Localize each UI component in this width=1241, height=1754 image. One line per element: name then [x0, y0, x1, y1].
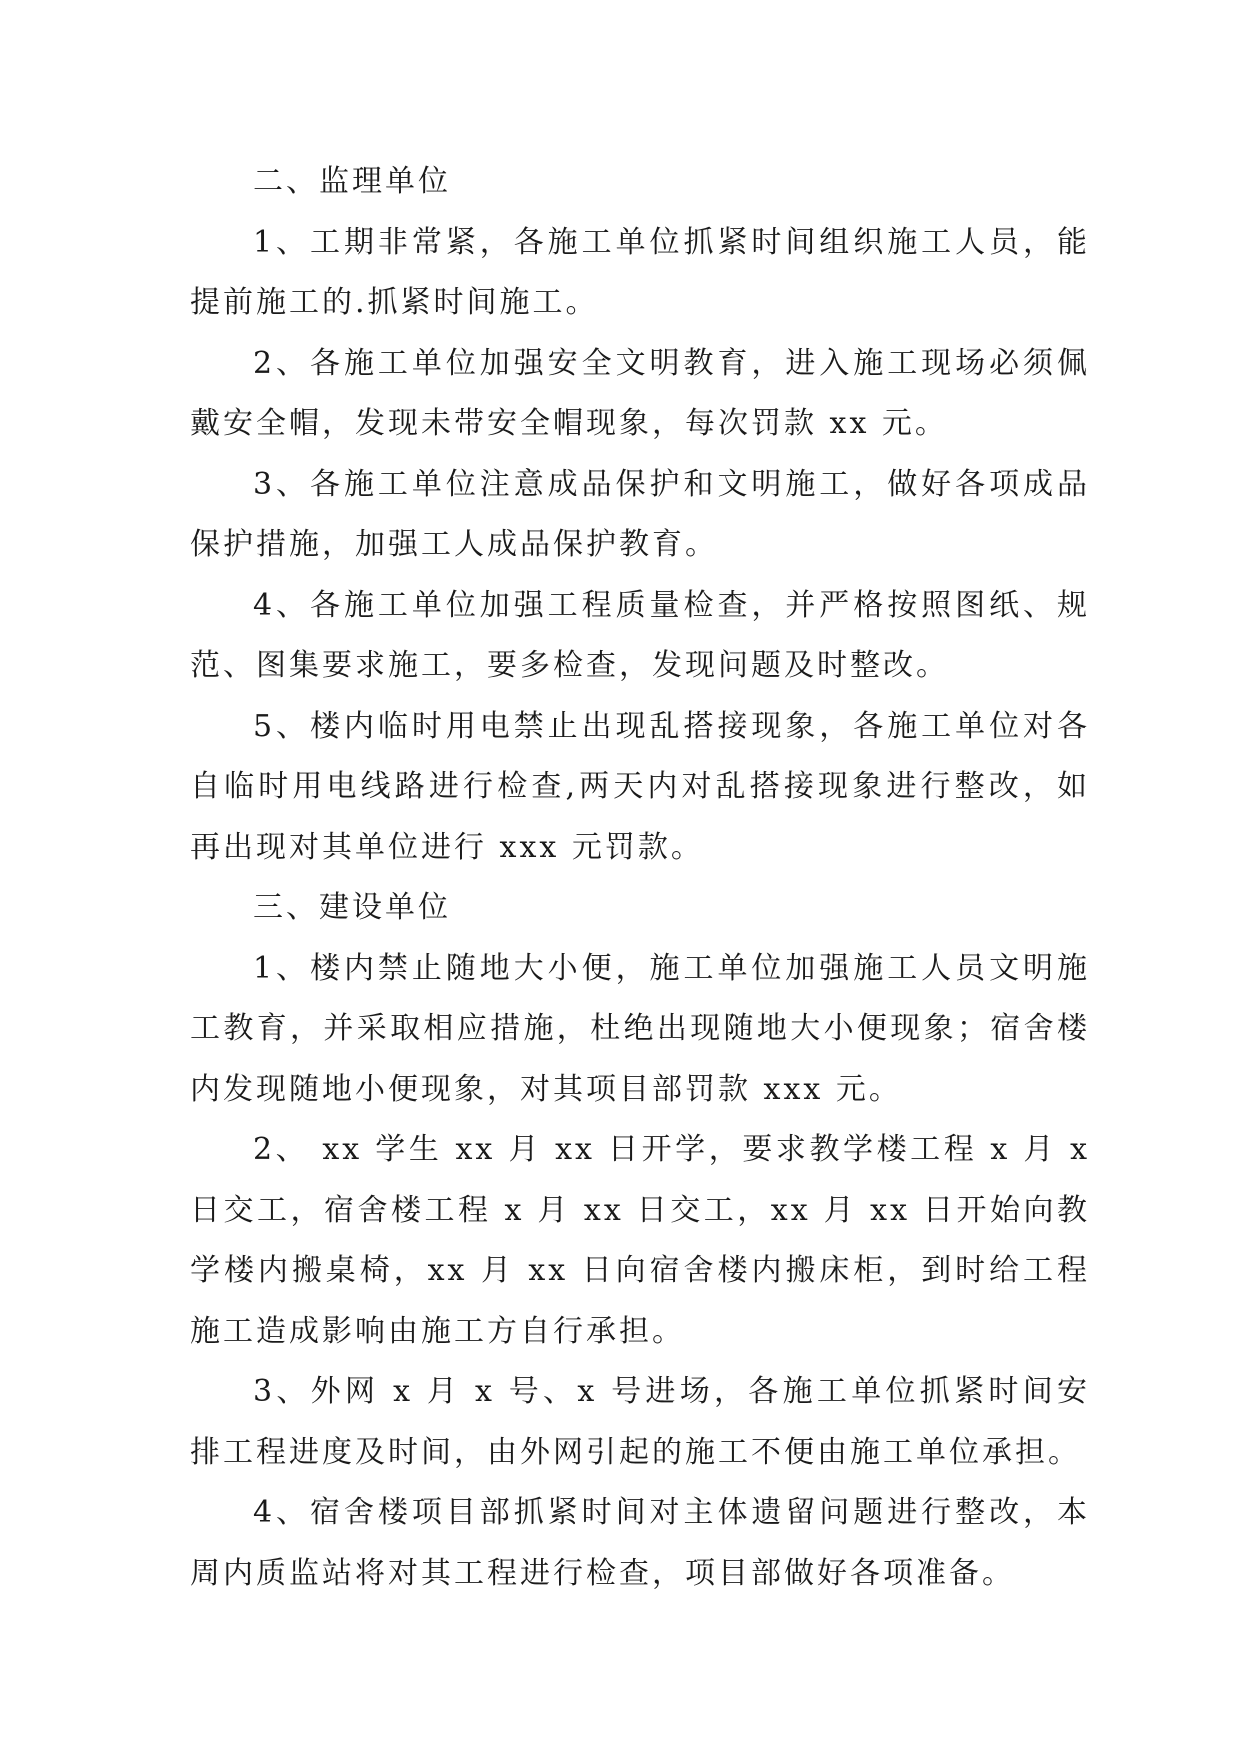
section-heading-supervision: 二、监理单位: [253, 164, 451, 199]
section-heading-construction: 三、建设单位: [253, 890, 451, 925]
paragraph-supervision-3: 3、各施工单位注意成品保护和文明施工，做好各项成品保护措施，加强工人成品保护教育。: [190, 466, 1090, 562]
paragraph-construction-1: 1、楼内禁止随地大小便，施工单位加强施工人员文明施工教育，并采取相应措施，杜绝出现随地大小便现象；宿舍楼内发现随地小便现象，对其项目部罚款 xxx 元。: [190, 950, 1090, 1107]
paragraph-supervision-5: 5、楼内临时用电禁止出现乱搭接现象，各施工单位对各自临时用电线路进行检查,两天内对乱搭接现象进行整改，如再出现对其单位进行 xxx 元罚款。: [190, 708, 1090, 865]
paragraph-supervision-1: 1、工期非常紧，各施工单位抓紧时间组织施工人员，能提前施工的.抓紧时间施工。: [190, 224, 1090, 320]
paragraph-construction-4: 4、宿舍楼项目部抓紧时间对主体遗留问题进行整改，本周内质监站将对其工程进行检查，项目部做好各项准备。: [190, 1495, 1090, 1591]
paragraph-construction-2: 2、 xx 学生 xx 月 xx 日开学，要求教学楼工程 x 月 x 日交工，宿舍楼工程 x 月 xx 日交工，xx 月 xx 日开始向教学楼内搬桌椅，xx 月 xx 日向宿舍楼内搬床柜，到时给工程施工造成影响由施工方自行承担。: [190, 1132, 1090, 1349]
document-page: [190, 152, 1090, 1604]
paragraph-construction-3: 3、外网 x 月 x 号、x 号进场，各施工单位抓紧时间安排工程进度及时间，由外网引起的施工不便由施工单位承担。: [190, 1374, 1090, 1470]
paragraph-supervision-2: 2、各施工单位加强安全文明教育，进入施工现场必须佩戴安全帽，发现未带安全帽现象，每次罚款 xx 元。: [190, 345, 1090, 441]
paragraph-supervision-4: 4、各施工单位加强工程质量检查，并严格按照图纸、规范、图集要求施工，要多检查，发现问题及时整改。: [190, 587, 1090, 683]
